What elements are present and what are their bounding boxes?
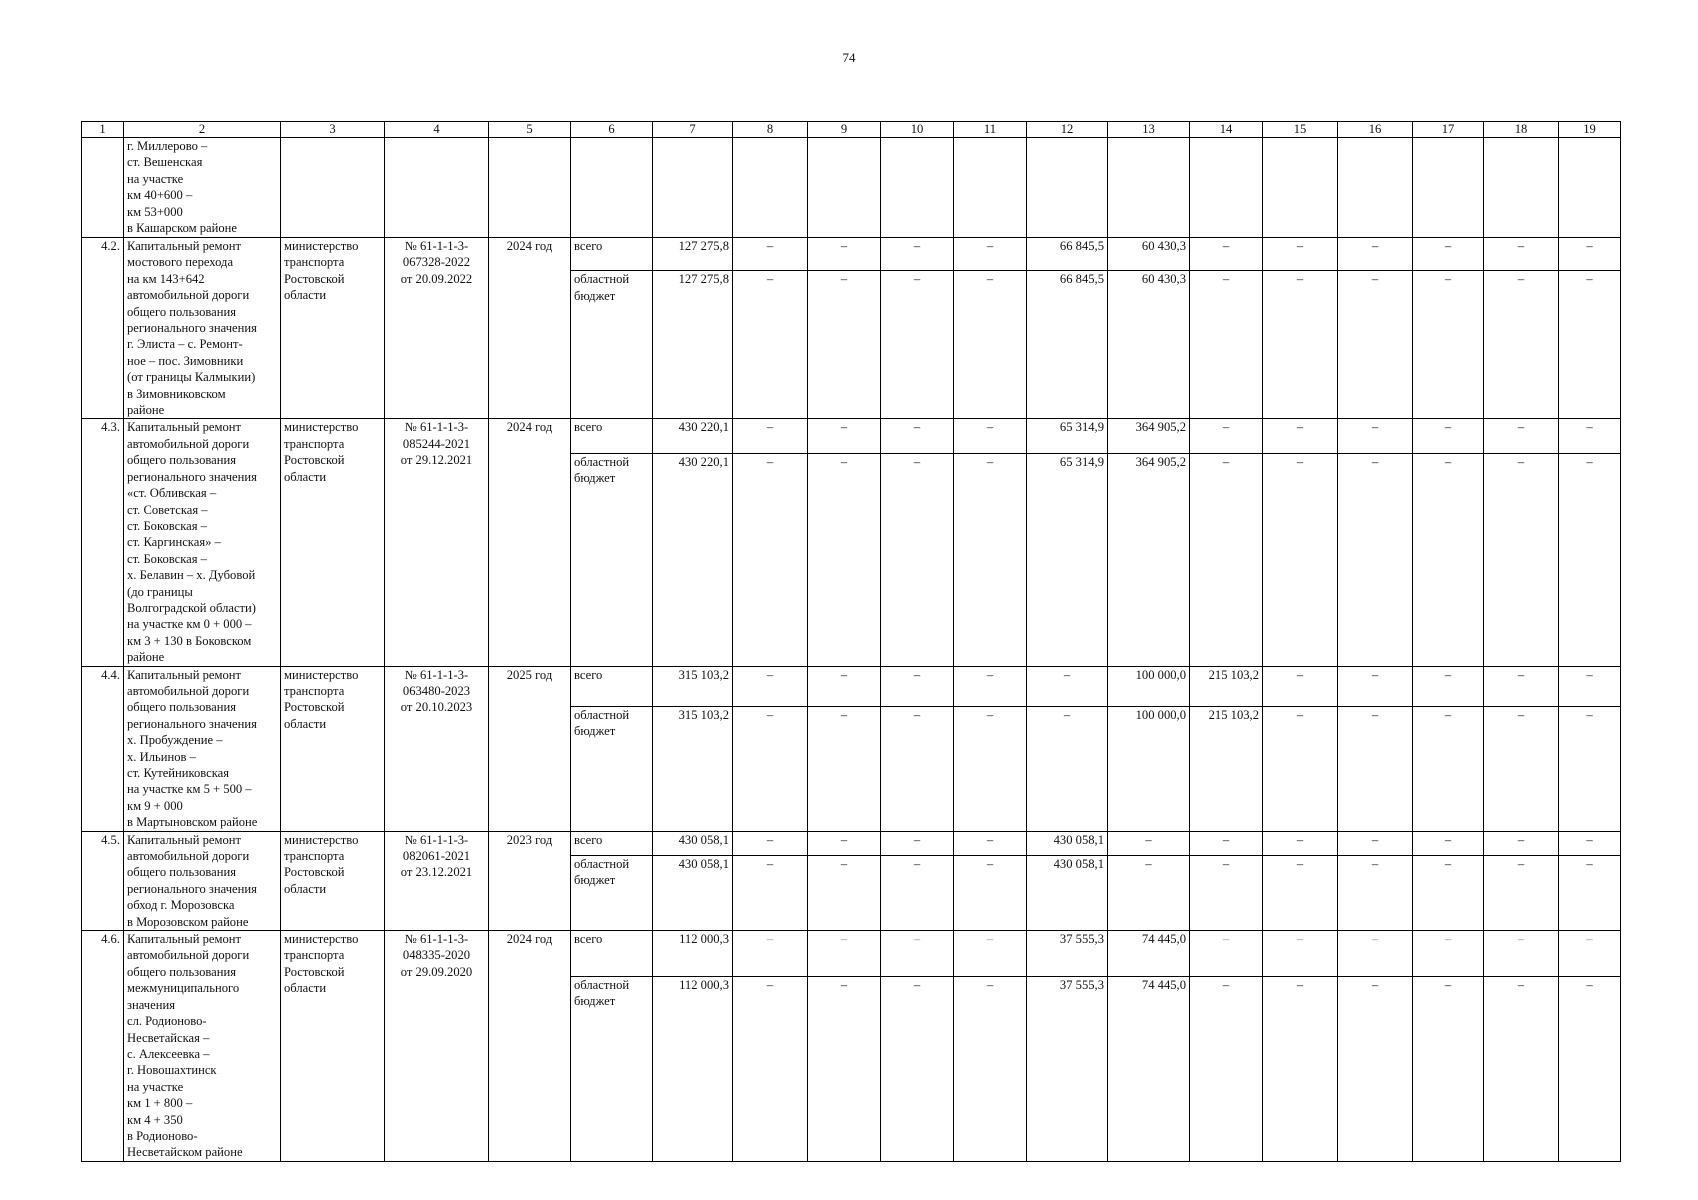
executor-cell: министерство транспорта Ростовской области — [281, 931, 385, 1162]
value-cell-col12: – — [1027, 706, 1108, 831]
value-cell-col14: 215 103,2 — [1190, 666, 1263, 706]
value-cell-col10: – — [881, 271, 954, 419]
value-cell-col18: – — [1484, 831, 1559, 855]
object-name-cell: Капитальный ремонт автомобильной дороги общего пользования регионального значения «ст. Обливская – ст. Советская – ст. Боковская – ст. Каргинская» – ст. Боковская – х. Белавин – х. Дубовой (до границы Волгоградской области) на участке км 0 + 000 – км 3 + 130 в Боковском районе — [124, 419, 281, 666]
value-cell-col16: – — [1338, 931, 1413, 977]
value-cell-col18: – — [1484, 706, 1559, 831]
value-cell-col8: – — [733, 976, 808, 1161]
column-header-14: 14 — [1190, 122, 1263, 138]
value-cell-col8: – — [733, 831, 808, 855]
value-cell-col8: – — [733, 419, 808, 453]
column-header-17: 17 — [1413, 122, 1484, 138]
entry-total-row — [82, 666, 1621, 706]
year-cell: 2024 год — [489, 238, 571, 419]
column-header-8: 8 — [733, 122, 808, 138]
value-cell-col7: 430 058,1 — [653, 831, 733, 855]
value-cell-col15: – — [1263, 419, 1338, 453]
entry-number: 4.2. — [82, 238, 124, 419]
value-cell-col16: – — [1338, 706, 1413, 831]
value-cell-col16: – — [1338, 271, 1413, 419]
value-cell-col13: – — [1108, 856, 1190, 931]
value-cell-col15: – — [1263, 666, 1338, 706]
entry-number: 4.6. — [82, 931, 124, 1162]
value-cell-col17: – — [1413, 666, 1484, 706]
value-cell-col11: – — [954, 419, 1027, 453]
column-header-11: 11 — [954, 122, 1027, 138]
value-cell-col13: 100 000,0 — [1108, 666, 1190, 706]
value-cell-col11: – — [954, 831, 1027, 855]
source-total-cell: всего — [571, 931, 653, 977]
value-cell-col8: – — [733, 453, 808, 666]
value-cell-col17: – — [1413, 453, 1484, 666]
value-cell-col16: – — [1338, 856, 1413, 931]
value-cell-col8: – — [733, 238, 808, 271]
column-header-10: 10 — [881, 122, 954, 138]
value-cell-col13: 364 905,2 — [1108, 419, 1190, 453]
value-cell-col9: – — [808, 706, 881, 831]
value-cell-col18: – — [1484, 931, 1559, 977]
value-cell-col18: – — [1484, 419, 1559, 453]
executor-cell: министерство транспорта Ростовской области — [281, 666, 385, 831]
executor-cell: министерство транспорта Ростовской области — [281, 419, 385, 666]
value-cell-col7: 430 058,1 — [653, 856, 733, 931]
value-cell-col9: – — [808, 271, 881, 419]
value-cell-col7: 430 220,1 — [653, 453, 733, 666]
table-body — [82, 138, 1621, 1162]
value-cell-col9: – — [808, 453, 881, 666]
value-cell-col19: – — [1559, 419, 1621, 453]
value-cell-col15: – — [1263, 453, 1338, 666]
value-cell-col9: – — [808, 238, 881, 271]
value-cell-col19: – — [1559, 856, 1621, 931]
object-name-cell: Капитальный ремонт автомобильной дороги общего пользования межмуниципального значения сл. Родионово- Несветайская – с. Алексеевка – г. Новошахтинск на участке км 1 + 800 – км 4 + 350 в Родионово- Несветайском районе — [124, 931, 281, 1162]
source-budget-cell: областной бюджет — [571, 453, 653, 666]
value-cell-col10: – — [881, 856, 954, 931]
value-cell-col18: – — [1484, 238, 1559, 271]
column-header-18: 18 — [1484, 122, 1559, 138]
entry-total-row — [82, 931, 1621, 977]
value-cell-col10: – — [881, 666, 954, 706]
value-cell-col10: – — [881, 453, 954, 666]
column-number-row — [82, 122, 1621, 138]
financing-table — [81, 121, 1621, 1162]
value-cell-col13: 74 445,0 — [1108, 976, 1190, 1161]
value-cell-col9: – — [808, 931, 881, 977]
value-cell-col19: – — [1559, 271, 1621, 419]
source-total-cell: всего — [571, 419, 653, 453]
entry-number: 4.4. — [82, 666, 124, 831]
column-header-16: 16 — [1338, 122, 1413, 138]
value-cell-col17: – — [1413, 976, 1484, 1161]
year-cell: 2024 год — [489, 419, 571, 666]
value-cell-col13: 60 430,3 — [1108, 238, 1190, 271]
value-cell-col11: – — [954, 856, 1027, 931]
value-cell-col17: – — [1413, 831, 1484, 855]
value-cell-col13: – — [1108, 831, 1190, 855]
value-cell-col15: – — [1263, 238, 1338, 271]
value-cell-col15: – — [1263, 831, 1338, 855]
value-cell-col15: – — [1263, 976, 1338, 1161]
value-cell-col14: – — [1190, 453, 1263, 666]
value-cell-col19: – — [1559, 976, 1621, 1161]
value-cell-col15: – — [1263, 706, 1338, 831]
value-cell-col7: 315 103,2 — [653, 666, 733, 706]
value-cell-col14: – — [1190, 238, 1263, 271]
value-cell-col12: 66 845,5 — [1027, 238, 1108, 271]
value-cell-col18: – — [1484, 856, 1559, 931]
expertise-cell: № 61-1-1-3- 085244-2021 от 29.12.2021 — [385, 419, 489, 666]
value-cell-col18: – — [1484, 453, 1559, 666]
value-cell-col10: – — [881, 931, 954, 977]
value-cell-col15: – — [1263, 856, 1338, 931]
value-cell-col7: 112 000,3 — [653, 931, 733, 977]
object-name-cell: Капитальный ремонт автомобильной дороги общего пользования регионального значения х. Пробуждение – х. Ильинов – ст. Кутейниковская на участке км 5 + 500 – км 9 + 000 в Мартыновском районе — [124, 666, 281, 831]
column-header-4: 4 — [385, 122, 489, 138]
value-cell-col11: – — [954, 976, 1027, 1161]
value-cell-col14: – — [1190, 931, 1263, 977]
value-cell-col8: – — [733, 706, 808, 831]
column-header-9: 9 — [808, 122, 881, 138]
value-cell-col19: – — [1559, 831, 1621, 855]
source-budget-cell: областной бюджет — [571, 856, 653, 931]
value-cell-col16: – — [1338, 453, 1413, 666]
value-cell-col18: – — [1484, 666, 1559, 706]
source-total-cell: всего — [571, 238, 653, 271]
value-cell-col16: – — [1338, 666, 1413, 706]
value-cell-col12: – — [1027, 666, 1108, 706]
continuation-row — [82, 138, 1621, 238]
value-cell-col7: 127 275,8 — [653, 238, 733, 271]
column-header-15: 15 — [1263, 122, 1338, 138]
value-cell-col18: – — [1484, 976, 1559, 1161]
value-cell-col12: 430 058,1 — [1027, 856, 1108, 931]
object-name-cell: Капитальный ремонт автомобильной дороги общего пользования регионального значения обход г. Морозовска в Морозовском районе — [124, 831, 281, 930]
value-cell-col17: – — [1413, 706, 1484, 831]
value-cell-col11: – — [954, 706, 1027, 831]
value-cell-col14: – — [1190, 831, 1263, 855]
column-header-2: 2 — [124, 122, 281, 138]
source-budget-cell: областной бюджет — [571, 976, 653, 1161]
value-cell-col8: – — [733, 271, 808, 419]
column-header-6: 6 — [571, 122, 653, 138]
column-header-1: 1 — [82, 122, 124, 138]
column-header-19: 19 — [1559, 122, 1621, 138]
value-cell-col8: – — [733, 931, 808, 977]
value-cell-col12: 37 555,3 — [1027, 976, 1108, 1161]
value-cell-col7: 127 275,8 — [653, 271, 733, 419]
column-header-3: 3 — [281, 122, 385, 138]
value-cell-col11: – — [954, 931, 1027, 977]
value-cell-col11: – — [954, 666, 1027, 706]
value-cell-col13: 74 445,0 — [1108, 931, 1190, 977]
value-cell-col19: – — [1559, 666, 1621, 706]
value-cell-col10: – — [881, 706, 954, 831]
value-cell-col7: 315 103,2 — [653, 706, 733, 831]
value-cell-col10: – — [881, 831, 954, 855]
entry-total-row — [82, 831, 1621, 855]
value-cell-col19: – — [1559, 706, 1621, 831]
value-cell-col9: – — [808, 831, 881, 855]
value-cell-col7: 430 220,1 — [653, 419, 733, 453]
column-header-5: 5 — [489, 122, 571, 138]
expertise-cell: № 61-1-1-3- 082061-2021 от 23.12.2021 — [385, 831, 489, 930]
value-cell-col14: – — [1190, 419, 1263, 453]
object-name-cell: Капитальный ремонт мостового перехода на км 143+642 автомобильной дороги общего пользования регионального значения г. Элиста – с. Ремонт- ное – пос. Зимовники (от границы Калмыкии) в Зимовниковском районе — [124, 238, 281, 419]
value-cell-col15: – — [1263, 271, 1338, 419]
value-cell-col12: 65 314,9 — [1027, 453, 1108, 666]
cell-empty — [82, 138, 124, 238]
expertise-cell: № 61-1-1-3- 048335-2020 от 29.09.2020 — [385, 931, 489, 1162]
year-cell: 2023 год — [489, 831, 571, 930]
value-cell-col14: – — [1190, 271, 1263, 419]
value-cell-col10: – — [881, 419, 954, 453]
page-number: 74 — [842, 50, 856, 65]
value-cell-col9: – — [808, 856, 881, 931]
value-cell-col13: 364 905,2 — [1108, 453, 1190, 666]
value-cell-col19: – — [1559, 453, 1621, 666]
value-cell-col12: 65 314,9 — [1027, 419, 1108, 453]
column-header-13: 13 — [1108, 122, 1190, 138]
value-cell-col13: 60 430,3 — [1108, 271, 1190, 419]
value-cell-col9: – — [808, 419, 881, 453]
value-cell-col19: – — [1559, 238, 1621, 271]
value-cell-col9: – — [808, 976, 881, 1161]
column-header-12: 12 — [1027, 122, 1108, 138]
year-cell: 2025 год — [489, 666, 571, 831]
executor-cell: министерство транспорта Ростовской области — [281, 238, 385, 419]
value-cell-col14: – — [1190, 976, 1263, 1161]
value-cell-col8: – — [733, 856, 808, 931]
value-cell-col10: – — [881, 238, 954, 271]
value-cell-col12: 66 845,5 — [1027, 271, 1108, 419]
value-cell-col19: – — [1559, 931, 1621, 977]
value-cell-col16: – — [1338, 831, 1413, 855]
value-cell-col18: – — [1484, 271, 1559, 419]
entry-number: 4.3. — [82, 419, 124, 666]
value-cell-col8: – — [733, 666, 808, 706]
entry-total-row — [82, 419, 1621, 453]
value-cell-col17: – — [1413, 271, 1484, 419]
expertise-cell: № 61-1-1-3- 063480-2023 от 20.10.2023 — [385, 666, 489, 831]
value-cell-col10: – — [881, 976, 954, 1161]
value-cell-col12: 37 555,3 — [1027, 931, 1108, 977]
source-total-cell: всего — [571, 666, 653, 706]
column-header-7: 7 — [653, 122, 733, 138]
expertise-cell: № 61-1-1-3- 067328-2022 от 20.09.2022 — [385, 238, 489, 419]
year-cell: 2024 год — [489, 931, 571, 1162]
value-cell-col11: – — [954, 271, 1027, 419]
value-cell-col15: – — [1263, 931, 1338, 977]
executor-cell: министерство транспорта Ростовской области — [281, 831, 385, 930]
value-cell-col17: – — [1413, 931, 1484, 977]
value-cell-col16: – — [1338, 419, 1413, 453]
entry-total-row — [82, 238, 1621, 271]
source-budget-cell: областной бюджет — [571, 706, 653, 831]
entry-number: 4.5. — [82, 831, 124, 930]
value-cell-col17: – — [1413, 419, 1484, 453]
value-cell-col9: – — [808, 666, 881, 706]
value-cell-col13: 100 000,0 — [1108, 706, 1190, 831]
source-budget-cell: областной бюджет — [571, 271, 653, 419]
value-cell-col11: – — [954, 453, 1027, 666]
value-cell-col17: – — [1413, 856, 1484, 931]
value-cell-col16: – — [1338, 238, 1413, 271]
value-cell-col12: 430 058,1 — [1027, 831, 1108, 855]
value-cell-col11: – — [954, 238, 1027, 271]
value-cell-col7: 112 000,3 — [653, 976, 733, 1161]
value-cell-col14: – — [1190, 856, 1263, 931]
object-name-cell: г. Миллерово – ст. Вешенская на участке км 40+600 – км 53+000 в Кашарском районе — [124, 138, 281, 238]
value-cell-col16: – — [1338, 976, 1413, 1161]
source-total-cell: всего — [571, 831, 653, 855]
value-cell-col17: – — [1413, 238, 1484, 271]
value-cell-col14: 215 103,2 — [1190, 706, 1263, 831]
